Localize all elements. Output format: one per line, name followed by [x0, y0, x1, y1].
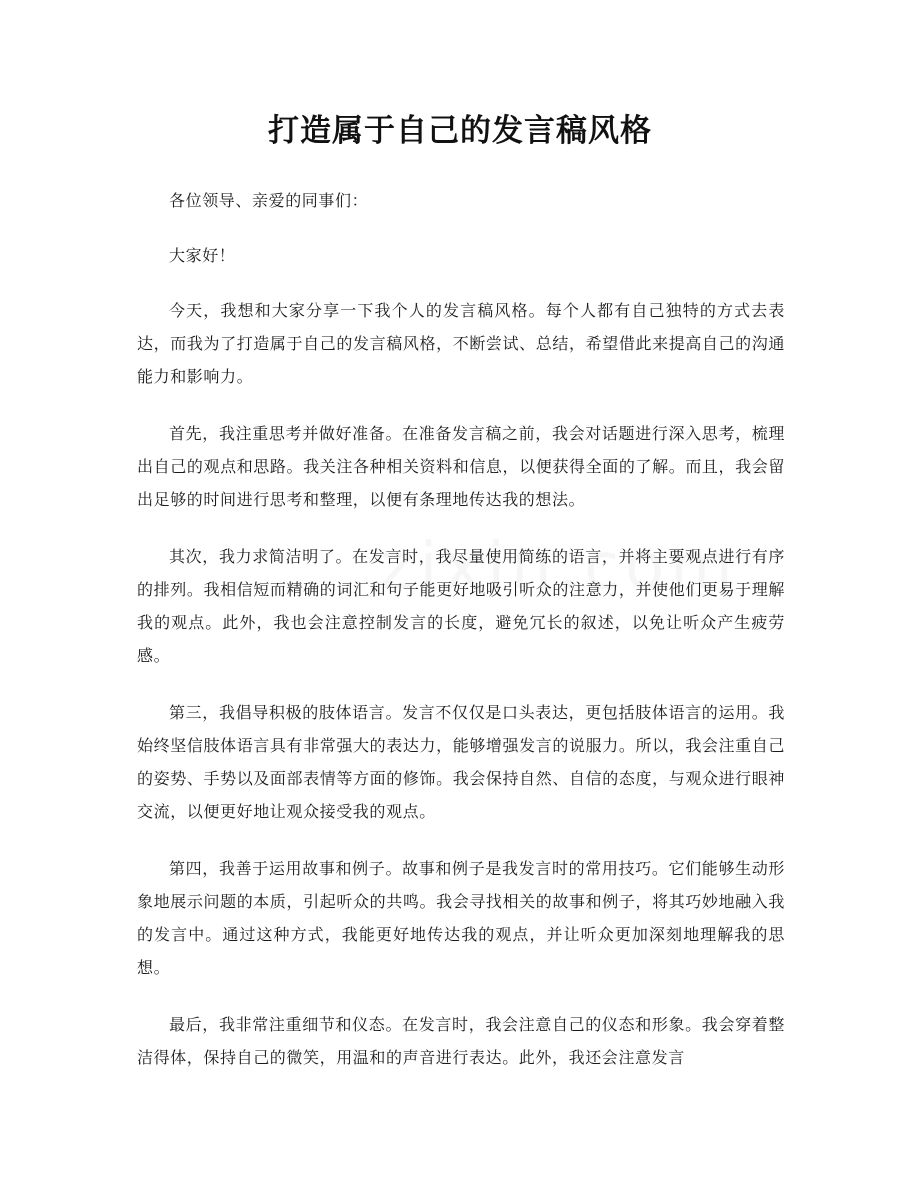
paragraph-second-point: 其次，我力求简洁明了。在发言时，我尽量使用简练的语言，并将主要观点进行有序的排列。我相信短而精确的词汇和句子能更好地吸引听众的注意力，并使他们更易于理解我的观点。此外，我也会注意控制发言的长度，避免冗长的叙述，以免让听众产生疲劳感。: [137, 547, 785, 665]
document-title: 打造属于自己的发言稿风格: [268, 113, 652, 149]
paragraph-greeting: 大家好！: [169, 246, 236, 265]
paragraph-salutation: 各位领导、亲爱的同事们：: [169, 191, 369, 210]
paragraph-first-point: 首先，我注重思考并做好准备。在准备发言稿之前，我会对话题进行深入思考，梳理出自己的观点和思路。我关注各种相关资料和信息，以便获得全面的了解。而且，我会留出足够的时间进行思考和整理，以便有条理地传达我的想法。: [137, 424, 785, 509]
paragraph-intro: 今天，我想和大家分享一下我个人的发言稿风格。每个人都有自己独特的方式去表达，而我为了打造属于自己的发言稿风格，不断尝试、总结，希望借此来提高自己的沟通能力和影响力。: [137, 301, 785, 386]
paragraph-final-point: 最后，我非常注重细节和仪态。在发言时，我会注意自己的仪态和形象。我会穿着整洁得体，保持自己的微笑，用温和的声音进行表达。此外，我还会注意发言: [137, 1015, 785, 1067]
paragraph-fourth-point: 第四，我善于运用故事和例子。故事和例子是我发言时的常用技巧。它们能够生动形象地展示问题的本质，引起听众的共鸣。我会寻找相关的故事和例子，将其巧妙地融入我的发言中。通过这种方式，我能更好地传达我的观点，并让听众更加深刻地理解我的思想。: [137, 859, 785, 977]
paragraph-third-point: 第三，我倡导积极的肢体语言。发言不仅仅是口头表达，更包括肢体语言的运用。我始终坚信肢体语言具有非常强大的表达力，能够增强发言的说服力。所以，我会注重自己的姿势、手势以及面部表情等方面的修饰。我会保持自然、自信的态度，与观众进行眼神交流，以便更好地让观众接受我的观点。: [137, 703, 785, 821]
document-body: [137, 184, 785, 1098]
